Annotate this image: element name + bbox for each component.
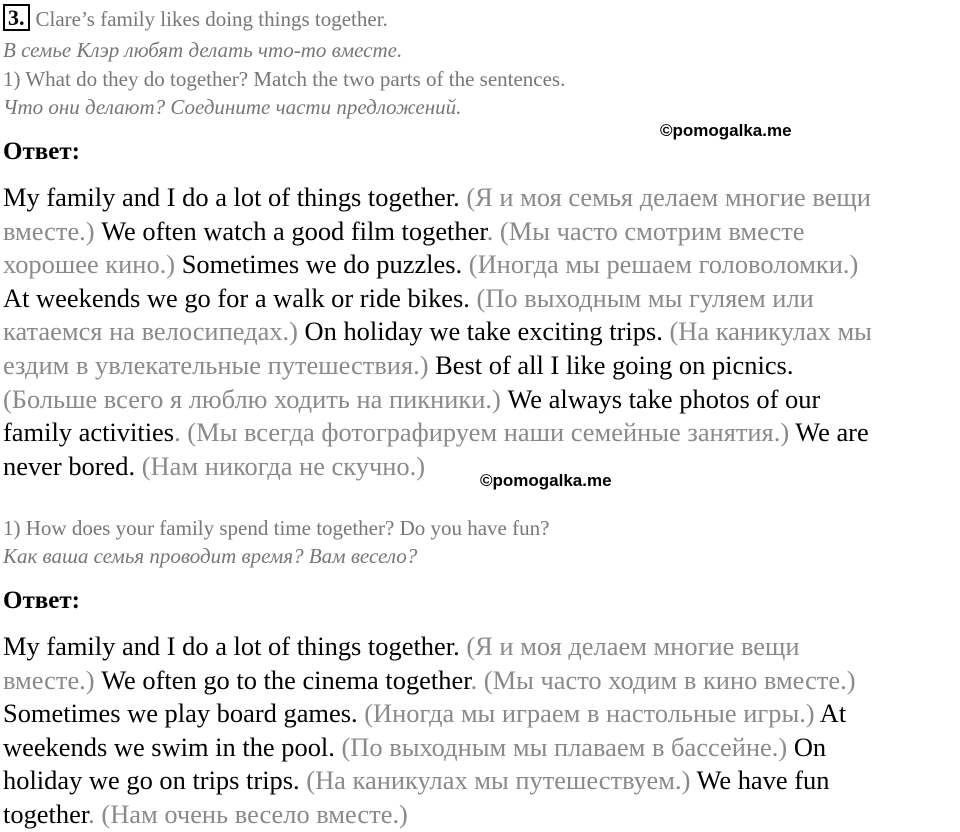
text-line xyxy=(3,697,960,731)
russian-translation: (Я и моя делаем многие вещи xyxy=(466,631,800,661)
task-number: 3. xyxy=(3,4,30,31)
russian-translation: (На каникулах мы путешествуем.) xyxy=(306,765,691,796)
russian-translation: . (Мы часто смотрим вместе xyxy=(486,215,805,246)
question-2-en: 1) How does your family spend time together? Do you have fun? xyxy=(3,516,550,540)
answer-2-text xyxy=(3,630,960,832)
answer-label-2: Ответ: xyxy=(3,587,80,614)
text-line xyxy=(3,181,960,215)
english-text: On holiday we take exciting trips. xyxy=(297,316,670,347)
question-1-ru: Что они делают? Соедините части предложений. xyxy=(3,95,462,119)
english-text: Sometimes we play board games. xyxy=(3,698,365,729)
russian-translation: . (Мы часто ходим в кино вместе.) xyxy=(470,664,856,695)
text-line xyxy=(3,383,960,417)
question-2-ru: Как ваша семья проводит время? Вам весело? xyxy=(3,544,418,568)
english-text: We often watch a good film together xyxy=(94,215,487,246)
task-title-en: Clare’s family likes doing things together. xyxy=(35,7,388,31)
english-text: On xyxy=(787,731,827,762)
english-text: My family and I do a lot of things together. xyxy=(3,182,467,212)
english-text: At weekends we go for a walk or ride bikes. xyxy=(3,282,477,313)
russian-translation: ездим в увлекательные путешествия.) xyxy=(3,349,429,380)
text-line xyxy=(3,630,960,664)
russian-translation: . (Мы всегда фотографируем наши семейные занятия.) xyxy=(174,417,790,448)
question-1-en: 1) What do they do together? Match the two parts of the sentences. xyxy=(3,67,566,91)
text-line xyxy=(3,282,960,316)
russian-translation: вместе.) xyxy=(3,215,95,246)
english-text: weekends we swim in the pool. xyxy=(3,731,342,762)
answer-1-text xyxy=(3,181,960,483)
text-line xyxy=(3,664,960,698)
russian-translation: (Больше всего я люблю ходить на пикники.) xyxy=(3,383,501,414)
russian-translation: (Иногда мы играем в настольные игры.) xyxy=(364,698,815,729)
text-line xyxy=(3,248,960,282)
task-title-ru: В семье Клэр любят делать что-то вместе. xyxy=(3,38,403,62)
english-text: holiday we go on trips trips. xyxy=(3,765,307,796)
english-text: never bored. xyxy=(3,450,142,481)
russian-translation: (На каникулах мы xyxy=(669,316,872,347)
text-line xyxy=(3,416,960,450)
text-line xyxy=(3,215,960,249)
text-line xyxy=(3,798,960,832)
english-text: We are xyxy=(789,417,869,448)
english-text: At xyxy=(814,698,847,729)
english-text: family activities xyxy=(3,417,175,448)
text-line xyxy=(3,315,960,349)
russian-translation: (По выходным мы гуляем или xyxy=(476,282,814,313)
russian-translation: (Нам никогда не скучно.) xyxy=(141,450,426,481)
answer-label-1: Ответ: xyxy=(3,138,80,165)
russian-translation: хорошее кино.) xyxy=(3,249,176,280)
russian-translation: . (Нам очень весело вместе.) xyxy=(88,798,408,829)
english-text: together xyxy=(3,798,89,829)
text-line xyxy=(3,731,960,765)
english-text: Sometimes we do puzzles. xyxy=(175,249,469,280)
english-text: We have fun xyxy=(690,765,830,796)
english-text: We always take photos of our xyxy=(500,383,821,414)
text-line xyxy=(3,764,960,798)
text-line xyxy=(3,349,960,383)
english-text: My family and I do a lot of things together. xyxy=(3,631,467,661)
russian-translation: вместе.) xyxy=(3,664,95,695)
english-text: We often go to the cinema together xyxy=(94,664,471,695)
task-header xyxy=(3,4,388,32)
watermark-top: ©pomogalka.me xyxy=(660,121,792,140)
russian-translation: катаемся на велосипедах.) xyxy=(3,316,298,347)
english-text: Best of all I like going on picnics. xyxy=(428,349,794,380)
russian-translation: (Я и моя семья делаем многие вещи xyxy=(466,182,871,212)
russian-translation: (Иногда мы решаем головоломки.) xyxy=(468,249,859,280)
russian-translation: (По выходным мы плаваем в бассейне.) xyxy=(341,731,788,762)
watermark-middle: ©pomogalka.me xyxy=(480,471,612,490)
